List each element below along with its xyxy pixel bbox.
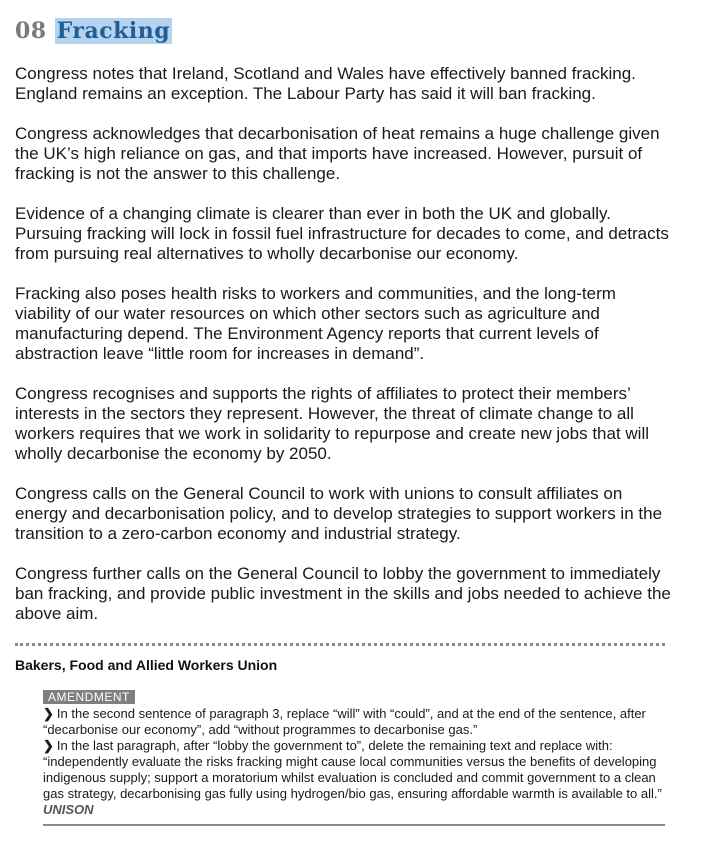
amendment-proposer: UNISON bbox=[43, 802, 94, 817]
motion-body bbox=[15, 64, 675, 624]
motion-number: 08 bbox=[15, 18, 47, 44]
amendment-badge: AMENDMENT bbox=[43, 690, 135, 704]
amendment-block bbox=[43, 688, 663, 826]
bottom-divider bbox=[43, 824, 665, 826]
amendment-item-1 bbox=[43, 706, 663, 738]
motion-page bbox=[15, 14, 675, 826]
amendment-item-2 bbox=[43, 738, 663, 802]
paragraph-1: Congress notes that Ireland, Scotland and Wales have effectively banned fracking. England remains an exception. The Labour Party has said it will ban fracking. bbox=[15, 64, 636, 103]
motion-heading bbox=[15, 14, 675, 48]
mover-union: Bakers, Food and Allied Workers Union bbox=[15, 657, 278, 673]
chevron-right-icon: ❯ bbox=[43, 706, 54, 721]
motion-title[interactable]: Fracking bbox=[56, 18, 171, 44]
paragraph-3: Evidence of a changing climate is clearer than ever in both the UK and globally. Pursuing fracking will lock in fossil fuel infrastructure for decades to come, and detracts from pursuing real alternatives to wholly decarbonise our economy. bbox=[15, 204, 669, 263]
dotted-divider bbox=[15, 643, 665, 649]
paragraph-2: Congress acknowledges that decarbonisation of heat remains a huge challenge given the UK’s high reliance on gas, and that imports have increased. However, pursuit of fracking is not the answer to this challenge. bbox=[15, 124, 660, 183]
amendment-item-1-text: In the second sentence of paragraph 3, replace “will” with “could”, and at the end of the sentence, after “decarbonise our economy”, add “without programmes to decarbonise gas.” bbox=[43, 706, 646, 737]
paragraph-5: Congress recognises and supports the rights of affiliates to protect their members’ interests in the sectors they represent. However, the threat of climate change to all workers requires that we work in solidarity to repurpose and create new jobs that will wholly decarbonise the economy by 2050. bbox=[15, 384, 650, 463]
paragraph-4: Fracking also poses health risks to workers and communities, and the long-term viability of our water resources on which other sectors such as agriculture and manufacturing depend. The Environment Agency reports that current levels of abstraction leave “little room for increases in demand”. bbox=[15, 284, 616, 363]
amendment-item-2-text: In the last paragraph, after “lobby the government to”, delete the remaining text and replace with: “independently evaluate the risks fracking might cause local communities versus the benefits of developing indigenous supply; support a moratorium whilst evaluation is concluded and commit government to a clean gas strategy, decarbonising gas fully using hydrogen/bio gas, ensuring affordable warmth is available to all.” bbox=[43, 738, 662, 801]
paragraph-7: Congress further calls on the General Council to lobby the government to immediately ban fracking, and provide public investment in the skills and jobs needed to achieve the above aim. bbox=[15, 564, 671, 623]
chevron-right-icon: ❯ bbox=[43, 738, 54, 753]
paragraph-6: Congress calls on the General Council to work with unions to consult affiliates on energy and decarbonisation policy, and to develop strategies to support workers in the transition to a zero-carbon economy and industrial strategy. bbox=[15, 484, 663, 543]
